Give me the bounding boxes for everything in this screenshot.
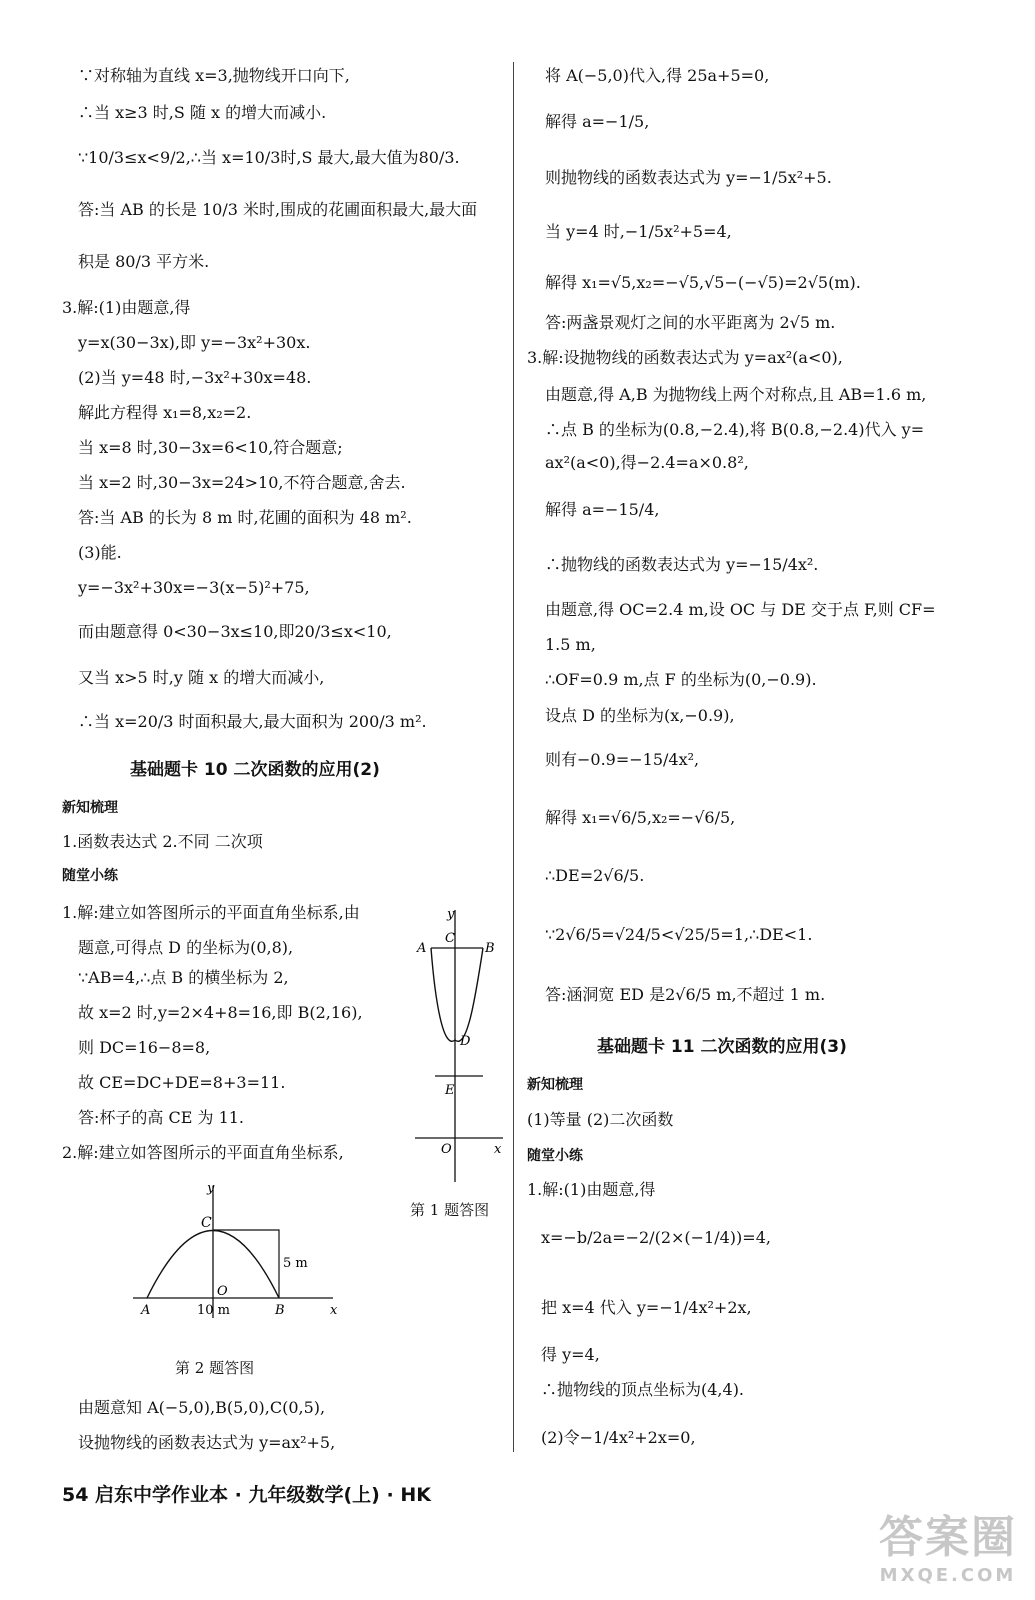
text-line: 当 y=4 时,−1/5x²+5=4, [545,222,732,241]
label-height: 5 m [283,1256,308,1271]
text-line: 则抛物线的函数表达式为 y=−1/5x²+5. [545,168,832,187]
watermark-logo: 答案圈 [879,1512,1017,1563]
text-line: ∵2√6/5=√24/5<√25/5=1,∴DE<1. [545,925,813,944]
text-line: ∵对称轴为直线 x=3,抛物线开口向下, [78,66,350,85]
text-line: 解此方程得 x₁=8,x₂=2. [78,403,252,422]
subsection-heading: 随堂小练 [527,1148,583,1164]
text-line: 解得 a=−15/4, [545,500,660,519]
text-line: 答:涵洞宽 ED 是2√6/5 m,不超过 1 m. [545,985,826,1004]
text-line: 将 A(−5,0)代入,得 25a+5=0, [545,66,770,85]
figure-1-caption: 第 1 题答图 [410,1201,490,1219]
text-line: 积是 80/3 平方米. [78,252,210,271]
text-line: 答:当 AB 的长是 10/3 米时,围成的花圃面积最大,最大面 [78,200,478,219]
text-line: 当 x=2 时,30−3x=24>10,不符合题意,舍去. [78,473,406,492]
text-line: 则 DC=16−8=8, [78,1038,211,1057]
text-line: y=−3x²+30x=−3(x−5)²+75, [78,578,310,597]
page-footer: 54 启东中学作业本 · 九年级数学(上) · HK [62,1484,431,1506]
label-c: C [201,1215,212,1231]
label-a: A [417,941,427,956]
text-line: 1.解:建立如答图所示的平面直角坐标系,由 [62,903,360,922]
label-o: O [217,1284,228,1299]
watermark-url: MXQE.COM [879,1565,1017,1586]
text-line: 由题意,得 OC=2.4 m,设 OC 与 DE 交于点 F,则 CF= [545,600,936,619]
text-line: ∴OF=0.9 m,点 F 的坐标为(0,−0.9). [545,670,817,689]
text-line: 当 x=8 时,30−3x=6<10,符合题意; [78,438,343,457]
label-b: B [275,1303,285,1318]
label-y: y [207,1181,215,1196]
text-line: 由题意,得 A,B 为抛物线上两个对称点,且 AB=1.6 m, [545,385,927,404]
watermark [879,1501,1017,1586]
text-line: 答:两盏景观灯之间的水平距离为 2√5 m. [545,313,836,332]
text-line: y=x(30−3x),即 y=−3x²+30x. [78,333,311,352]
text-line: 3.解:设抛物线的函数表达式为 y=ax²(a<0), [527,348,843,367]
column-divider [513,62,514,1452]
text-line: (3)能. [78,543,122,562]
label-x: x [494,1142,502,1157]
label-d: D [460,1034,471,1049]
label-c: C [445,931,455,946]
text-line: 由题意知 A(−5,0),B(5,0),C(0,5), [78,1398,326,1417]
label-o: O [441,1142,452,1157]
label-y: y [447,907,455,922]
text-line: ∵AB=4,∴点 B 的横坐标为 2, [78,968,289,987]
section-title: 基础题卡 11 二次函数的应用(3) [597,1037,847,1057]
text-line: ∴抛物线的函数表达式为 y=−15/4x². [545,555,819,574]
text-line: 答:杯子的高 CE 为 11. [78,1108,245,1127]
text-line: 解得 x₁=√6/5,x₂=−√6/5, [545,808,736,827]
figure-1 [405,900,510,1200]
parabola [431,948,483,1041]
label-b: B [485,941,495,956]
text-line: ∴DE=2√6/5. [545,866,645,885]
text-line: ∴点 B 的坐标为(0.8,−2.4),将 B(0.8,−2.4)代入 y= [545,420,925,439]
subsection-heading: 新知梳理 [527,1077,583,1093]
text-line: x=−b/2a=−2/(2×(−1/4))=4, [541,1228,771,1247]
text-line: 得 y=4, [541,1345,600,1364]
text-line: 1.5 m, [545,635,596,654]
figure-2 [125,1178,355,1328]
text-line: 而由题意得 0<30−3x≤10,即20/3≤x<10, [78,622,392,641]
text-line: 3.解:(1)由题意,得 [62,298,191,317]
text-line: 解得 a=−1/5, [545,112,650,131]
text-line: 题意,可得点 D 的坐标为(0,8), [78,938,294,957]
label-width: 10 m [197,1303,231,1318]
text-line: ax²(a<0),得−2.4=a×0.8², [545,453,749,472]
text-line: ∴当 x≥3 时,S 随 x 的增大而减小. [78,103,327,122]
subsection-heading: 新知梳理 [62,800,118,816]
label-e: E [445,1083,455,1098]
text-line: 1.函数表达式 2.不同 二次项 [62,832,263,851]
text-line: 又当 x>5 时,y 随 x 的增大而减小, [78,668,325,687]
text-line: 答:当 AB 的长为 8 m 时,花圃的面积为 48 m². [78,508,412,527]
text-line: 故 x=2 时,y=2×4+8=16,即 B(2,16), [78,1003,363,1022]
text-line: (1)等量 (2)二次函数 [527,1110,674,1129]
text-line: 设点 D 的坐标为(x,−0.9), [545,706,735,725]
label-x: x [330,1303,338,1318]
subsection-heading: 随堂小练 [62,868,118,884]
text-line: ∵10/3≤x<9/2,∴当 x=10/3时,S 最大,最大值为80/3. [78,148,460,167]
text-line: 解得 x₁=√5,x₂=−√5,√5−(−√5)=2√5(m). [545,273,861,292]
text-line: 故 CE=DC+DE=8+3=11. [78,1073,286,1092]
text-line: 把 x=4 代入 y=−1/4x²+2x, [541,1298,752,1317]
text-line: 则有−0.9=−15/4x², [545,750,700,769]
text-line: (2)当 y=48 时,−3x²+30x=48. [78,368,312,387]
text-line: ∴抛物线的顶点坐标为(4,4). [541,1380,745,1399]
text-line: 设抛物线的函数表达式为 y=ax²+5, [78,1433,336,1452]
figure-2-caption: 第 2 题答图 [175,1359,255,1377]
text-line: (2)令−1/4x²+2x=0, [541,1428,696,1447]
section-title: 基础题卡 10 二次函数的应用(2) [130,760,380,780]
text-line: 2.解:建立如答图所示的平面直角坐标系, [62,1143,344,1162]
text-line: 1.解:(1)由题意,得 [527,1180,656,1199]
label-a: A [141,1303,151,1318]
text-line: ∴当 x=20/3 时面积最大,最大面积为 200/3 m². [78,712,427,731]
